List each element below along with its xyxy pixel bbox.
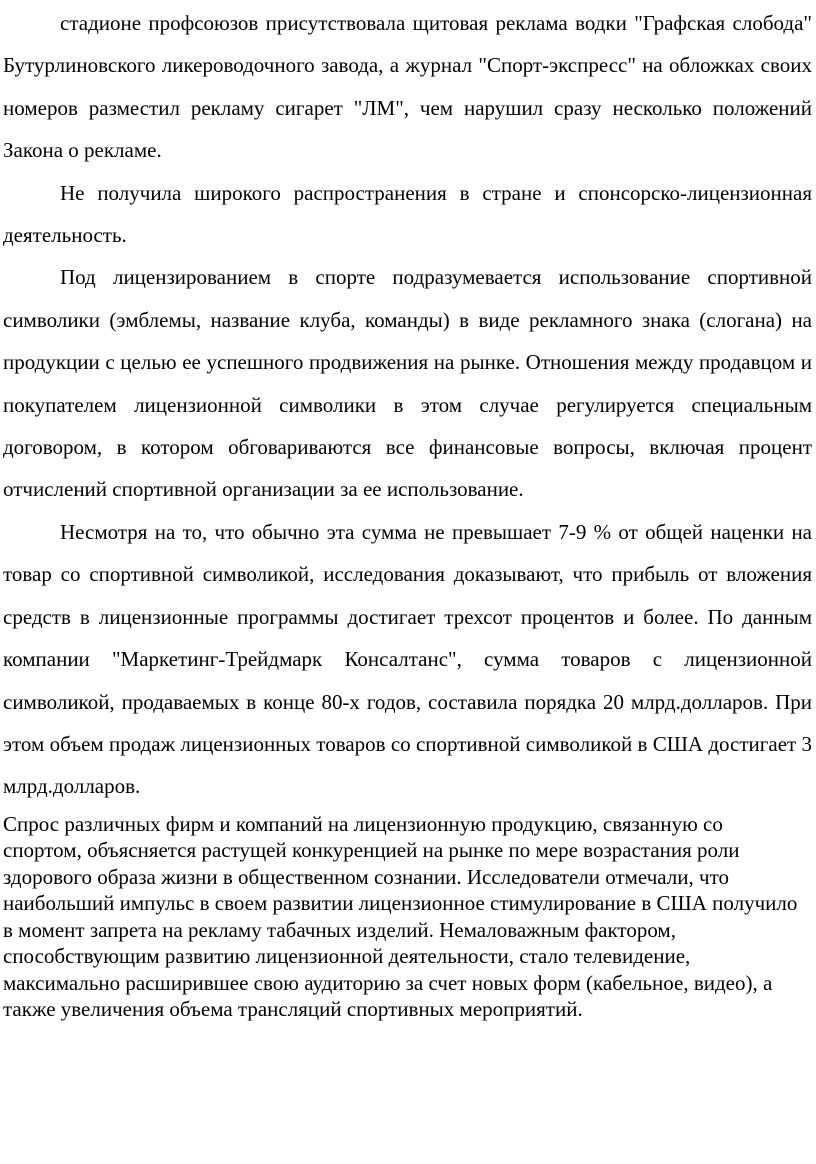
paragraph-sponsorship-licensing: Не получила широкого распространения в стране и спонсорско-лицензионная деятельность. <box>3 180 812 248</box>
paragraph-licensing-profits: Несмотря на то, что обычно эта сумма не превышает 7-9 % от общей наценки на товар со спортивной символикой, исследования доказывают, что прибыль от вложения средств в лицензионные программы достигает трехсот процентов и более. По данным компании "Маркетинг-Трейдмарк Консалтанс", сумма товаров с лицензионной символикой, продаваемых в конце 80-х годов, составила порядка 20 млрд.долларов. При этом объем продаж лицензионных товаров со спортивной символикой в США достигает 3 млрд.долларов. <box>3 519 812 799</box>
paragraph-licensing-demand: Спрос различных фирм и компаний на лицензионную продукцию, связанную со спортом, объясняется растущей конкуренцией на рынке по мере возрастания роли здорового образа жизни в общественном сознании. Исследователи отмечали, что наибольший импульс в своем развитии лицензионное стимулирование в США получило в момент запрета на рекламу табачных изделий. Немаловажным фактором, способствующим развитию лицензионной деятельности, стало телевидение, максимально расширившее свою аудиторию за счет новых форм (кабельное, видео), а также увеличения объема трансляций спортивных мероприятий. <box>3 811 798 1022</box>
paragraph-licensing-definition: Под лицензированием в спорте подразумевается использование спортивной символики (эмблемы, название клуба, команды) в виде рекламного знака (слогана) на продукции с целью ее успешного продвижения на рынке. Отношения между продавцом и покупателем лицензионной символики в этом случае регулируется специальным договором, в котором обговариваются все финансовые вопросы, включая процент отчислений спортивной организации за ее использование. <box>3 265 812 502</box>
paragraph-advertising-violations: стадионе профсоюзов присутствовала щитовая реклама водки "Графская слобода" Бутурлиновского ликероводочного завода, а журнал "Спорт-экспресс" на обложках своих номеров разместил рекламу сигарет "ЛМ", чем нарушил сразу несколько положений Закона о рекламе. <box>3 11 812 163</box>
